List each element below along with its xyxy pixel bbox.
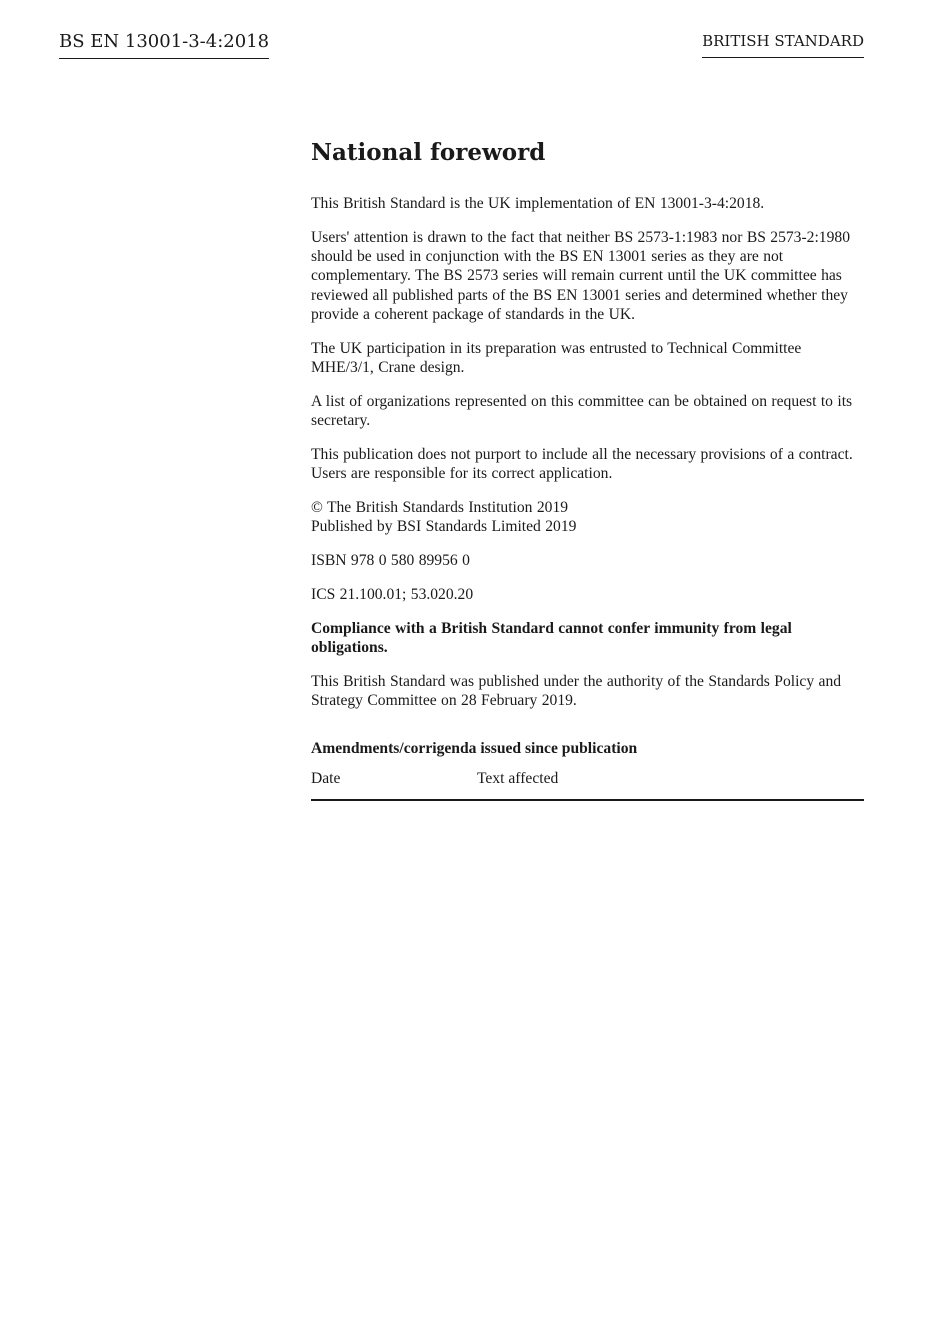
ics: ICS 21.100.01; 53.020.20 (311, 585, 474, 603)
document-type: BRITISH STANDARD (702, 32, 864, 58)
national-foreword-section (311, 138, 864, 801)
compliance-statement: Compliance with a British Standard cannot confer immunity from legal obligations. (311, 619, 792, 657)
paragraph-contract: This publication does not purport to include all the necessary provisions of a contract. Users are responsible for its correct application. (311, 445, 853, 483)
page-title: National foreword (311, 139, 546, 166)
amendments-table (311, 767, 864, 801)
paragraph-attention: Users' attention is drawn to the fact that neither BS 2573-1:1983 nor BS 2573-2:1980 should be used in conjunction with the BS EN 13001 series as they are not complementary. The BS 2573 series will remain current until the UK committee has reviewed all published parts of the BS EN 13001 series and determined whether they provide a coherent package of standards in the UK. (311, 228, 850, 323)
column-header-text-affected: Text affected (477, 767, 864, 800)
isbn: ISBN 978 0 580 89956 0 (311, 552, 470, 570)
paragraph-participation: The UK participation in its preparation was entrusted to Technical Committee MHE/3/1, Crane design. (311, 339, 802, 377)
copyright-line: © The British Standards Institution 2019 (311, 499, 569, 517)
table-header-row (311, 767, 864, 800)
amendments-heading: Amendments/corrigenda issued since publication (311, 740, 638, 758)
paragraph-implementation: This British Standard is the UK implementation of EN 13001-3-4:2018. (311, 195, 765, 212)
copyright-block (311, 498, 864, 537)
authority-statement: This British Standard was published under the authority of the Standards Policy and Strategy Committee on 28 February 2019. (311, 672, 842, 710)
publisher-line: Published by BSI Standards Limited 2019 (311, 518, 577, 536)
column-header-date: Date (311, 767, 477, 800)
document-id: BS EN 13001-3-4:2018 (59, 31, 269, 59)
paragraph-organizations: A list of organizations represented on this committee can be obtained on request to its secretary. (311, 392, 853, 430)
